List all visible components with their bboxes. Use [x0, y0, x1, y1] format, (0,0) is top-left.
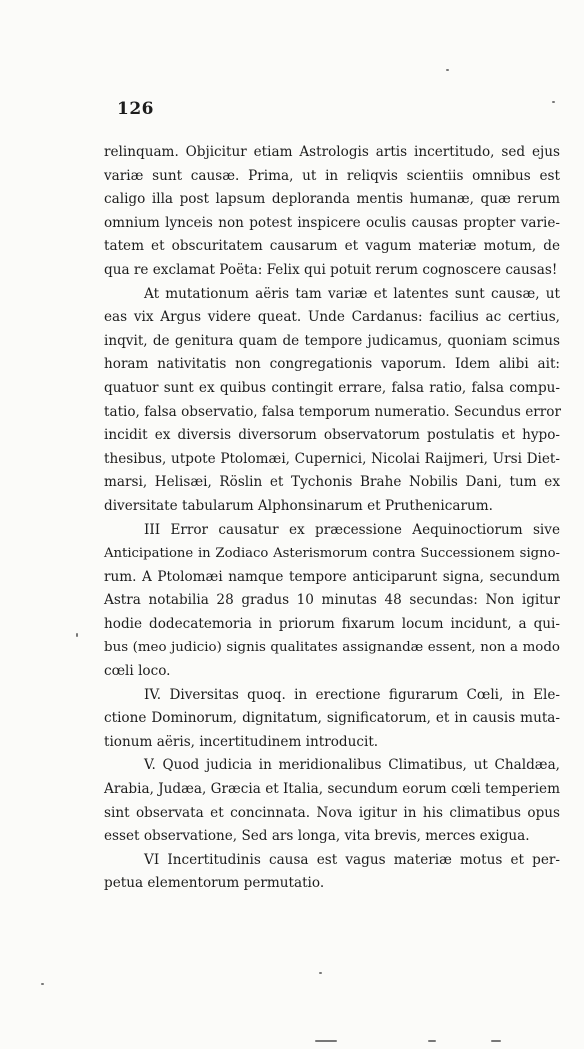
- text-line: Astra notabilia 28 gradus 10 minutas 48 secundas: Non igitur: [104, 592, 560, 609]
- text-line: relinquam. Objicitur etiam Astrologis artis incertitudo, sed ejus: [104, 144, 560, 160]
- text-line: V. Quod judicia in meridionalibus Climatibus, ut Chaldæa,: [144, 757, 560, 774]
- text-line: bus (meo judicio) signis qualitates assignandæ essent, non a modo: [104, 640, 560, 656]
- paragraph: [104, 283, 560, 519]
- text-line: eas vix Argus videre queat. Unde Cardanus: facilius ac certius,: [104, 309, 560, 326]
- text-line: inqvit, de genitura quam de tempore judicamus, quoniam scimus: [104, 332, 560, 349]
- text-line: marsi, Helisæi, Röslin et Tychonis Brahe Nobilis Dani, tum ex: [104, 474, 560, 491]
- text-line: thesibus, utpote Ptolomæi, Cupernici, Nicolai Raijmeri, Ursi Diet-: [104, 450, 560, 467]
- scan-speck: [446, 69, 449, 71]
- text-line: qua re exclamat Poëta: Felix qui potuit rerum cognoscere causas!: [104, 261, 558, 278]
- scan-speck: [76, 633, 78, 637]
- page-number: 126: [117, 99, 154, 119]
- paragraph: [104, 519, 560, 684]
- text-block: [104, 141, 560, 896]
- text-line: tatio, falsa observatio, falsa temporum numeratio. Secundus error: [104, 403, 561, 420]
- scan-speck: [491, 1040, 501, 1042]
- text-line: III Error causatur ex præcessione Aequinoctiorum sive: [144, 521, 560, 538]
- text-line: caligo illa post lapsum deploranda mentis humanæ, quæ rerum: [104, 191, 560, 208]
- text-line: quatuor sunt ex quibus contingit errare, falsa ratio, falsa compu-: [104, 379, 560, 396]
- scan-speck: [315, 1040, 337, 1042]
- text-line: cœli loco.: [104, 663, 171, 680]
- text-line: tionum aëris, incertitudinem introducit.: [104, 733, 379, 750]
- text-line: At mutationum aëris tam variæ et latentes sunt causæ, ut: [144, 285, 560, 302]
- text-line: variæ sunt causæ. Prima, ut in reliqvis scientiis omnibus est: [104, 167, 560, 184]
- text-line: sint observata et concinnata. Nova igitur in his climatibus opus: [104, 804, 560, 821]
- paragraph: [104, 684, 560, 755]
- text-line: diversitate tabularum Alphonsinarum et Pruthenicarum.: [104, 497, 493, 514]
- text-line: Anticipatione in Zodiaco Asterismorum contra Successionem signo-: [104, 546, 560, 562]
- text-line: ctione Dominorum, dignitatum, significatorum, et in causis muta-: [104, 710, 560, 727]
- text-line: tatem et obscuritatem causarum et vagum materiæ motum, de: [104, 238, 560, 255]
- text-line: esset observatione, Sed ars longa, vita brevis, merces exigua.: [104, 828, 530, 845]
- text-line: IV. Diversitas quoq. in erectione figurarum Cœli, in Ele-: [144, 686, 560, 703]
- paragraph: [104, 849, 560, 896]
- paragraph: [104, 754, 560, 848]
- text-line: horam nativitatis non congregationis vaporum. Idem alibi ait:: [104, 356, 560, 373]
- paragraph: [104, 141, 560, 283]
- scan-speck: [319, 972, 322, 974]
- scan-speck: [41, 983, 44, 985]
- text-line: incidit ex diversis diversorum observatorum postulatis et hypo-: [104, 427, 560, 444]
- scan-speck: [552, 101, 555, 103]
- text-line: petua elementorum permutatio.: [104, 875, 325, 892]
- text-line: hodie dodecatemoria in priorum fixarum locum incidunt, a qui-: [104, 615, 560, 632]
- text-line: omnium lynceis non potest inspicere oculis causas propter varie-: [104, 214, 560, 231]
- text-line: Arabia, Judæa, Græcia et Italia, secundum eorum cœli temperiem: [104, 781, 560, 798]
- text-line: rum. A Ptolomæi namque tempore anticiparunt signa, secundum: [104, 568, 560, 585]
- text-line: VI Incertitudinis causa est vagus materiæ motus et per-: [144, 851, 560, 868]
- scan-speck: [428, 1040, 436, 1042]
